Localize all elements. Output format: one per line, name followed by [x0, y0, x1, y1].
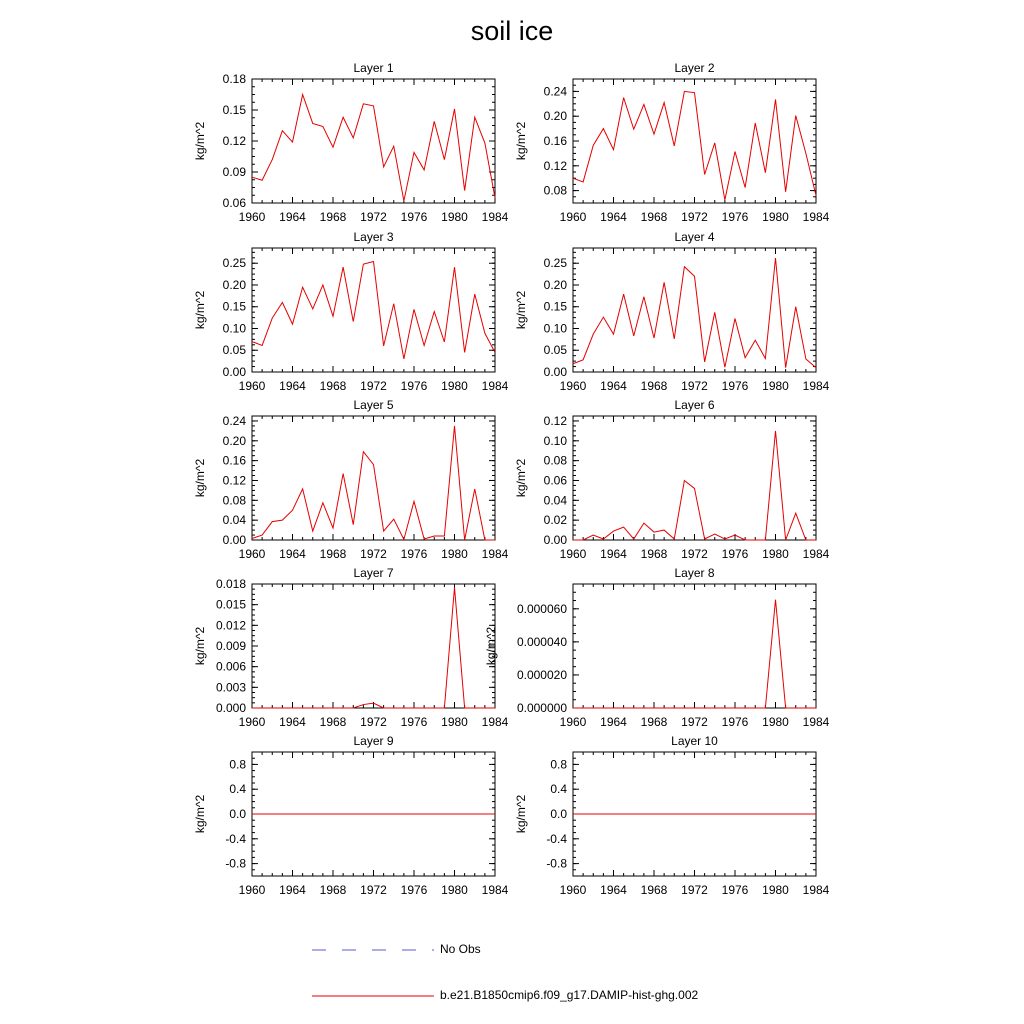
- y-tick-label: 0.16: [543, 134, 567, 148]
- y-tick-label: -0.4: [546, 831, 567, 846]
- y-tick-label: 0.15: [543, 299, 567, 314]
- panel-title: Layer 7: [353, 566, 394, 580]
- x-tick-label: 1980: [441, 547, 468, 561]
- y-axis-label: kg/m^2: [514, 794, 528, 834]
- figure-title: soil ice: [470, 16, 554, 46]
- x-tick-label: 1964: [279, 379, 306, 393]
- y-tick-label: 0.000020: [516, 667, 567, 682]
- y-axis-label: kg/m^2: [193, 458, 207, 498]
- y-tick-label: 0.02: [543, 513, 567, 528]
- x-tick-label: 1984: [481, 883, 509, 897]
- x-tick-label: 1960: [559, 715, 587, 729]
- x-tick-label: 1960: [559, 883, 587, 897]
- x-tick-label: 1960: [238, 715, 266, 729]
- y-tick-label: 0.0: [229, 807, 246, 821]
- x-tick-label: 1964: [279, 883, 306, 897]
- x-tick-label: 1972: [681, 883, 708, 897]
- y-tick-label: 0.12: [543, 158, 567, 173]
- y-tick-label: 0.16: [222, 453, 246, 468]
- legend-label-no-obs: No Obs: [440, 942, 481, 956]
- x-tick-label: 1964: [600, 715, 627, 729]
- y-tick-label: 0.24: [222, 413, 246, 428]
- y-tick-label: 0.06: [222, 196, 246, 210]
- x-tick-label: 1976: [721, 715, 749, 729]
- x-tick-label: 1964: [600, 883, 627, 897]
- panel-title: Layer 8: [674, 566, 715, 580]
- x-tick-label: 1984: [481, 210, 509, 224]
- y-tick-label: 0.003: [215, 680, 246, 695]
- x-tick-label: 1976: [400, 883, 428, 897]
- x-tick-label: 1976: [400, 715, 428, 729]
- x-tick-label: 1968: [319, 883, 347, 897]
- x-tick-label: 1980: [762, 210, 789, 224]
- legend-entry-model-run: [0, 986, 1024, 1006]
- x-tick-label: 1980: [762, 379, 789, 393]
- legend-entry-no-obs: [0, 940, 1024, 960]
- x-tick-label: 1960: [559, 210, 587, 224]
- y-tick-label: 0.012: [215, 618, 246, 633]
- y-tick-label: 0.00: [222, 533, 246, 547]
- x-tick-label: 1968: [640, 883, 668, 897]
- x-tick-label: 1984: [802, 883, 830, 897]
- y-tick-label: 0.15: [222, 103, 246, 117]
- x-tick-label: 1972: [360, 379, 387, 393]
- x-tick-label: 1968: [640, 547, 668, 561]
- y-tick-label: -0.8: [225, 856, 246, 871]
- x-tick-label: 1968: [640, 715, 668, 729]
- x-tick-label: 1968: [319, 715, 347, 729]
- y-tick-label: 0.000060: [516, 601, 567, 616]
- y-tick-label: 0.06: [543, 473, 567, 488]
- y-tick-label: 0.20: [543, 277, 567, 292]
- panel-title: Layer 2: [674, 61, 715, 75]
- panel-title: Layer 9: [353, 734, 394, 748]
- y-tick-label: 0.04: [222, 513, 246, 528]
- x-tick-label: 1984: [481, 715, 509, 729]
- y-tick-label: 0.006: [215, 659, 246, 674]
- x-tick-label: 1984: [802, 715, 830, 729]
- legend-label-model-run: b.e21.B1850cmip6.f09_g17.DAMIP-hist-ghg.002: [440, 988, 699, 1002]
- y-tick-label: 0.10: [543, 321, 567, 336]
- legend-swatch-dashed: [0, 940, 1024, 960]
- x-tick-label: 1984: [481, 379, 509, 393]
- y-axis-label: kg/m^2: [193, 626, 207, 666]
- y-axis-label: kg/m^2: [484, 626, 498, 666]
- y-tick-label: 0.4: [229, 782, 246, 797]
- x-tick-label: 1972: [681, 547, 708, 561]
- x-tick-label: 1984: [481, 547, 509, 561]
- x-tick-label: 1960: [559, 379, 587, 393]
- y-tick-label: 0.10: [543, 433, 567, 448]
- y-tick-label: 0.05: [222, 343, 246, 358]
- x-tick-label: 1964: [279, 547, 306, 561]
- x-tick-label: 1972: [360, 715, 387, 729]
- y-tick-label: 0.009: [215, 639, 246, 653]
- x-tick-label: 1964: [279, 715, 306, 729]
- panel-title: Layer 4: [674, 230, 715, 244]
- y-tick-label: 0.00: [543, 365, 567, 379]
- y-tick-label: 0.25: [222, 256, 246, 271]
- y-tick-label: 0.00: [222, 365, 246, 379]
- x-tick-label: 1980: [762, 883, 789, 897]
- y-axis-label: kg/m^2: [193, 794, 207, 834]
- x-tick-label: 1968: [640, 379, 668, 393]
- x-tick-label: 1972: [360, 547, 387, 561]
- x-tick-label: 1976: [721, 210, 749, 224]
- y-tick-label: 0.08: [222, 493, 246, 508]
- y-tick-label: 0.09: [222, 165, 246, 179]
- y-tick-label: 0.15: [222, 299, 246, 314]
- x-tick-label: 1980: [762, 547, 789, 561]
- x-tick-label: 1976: [400, 547, 428, 561]
- panel-title: Layer 3: [353, 230, 394, 244]
- y-tick-label: 0.12: [222, 473, 246, 488]
- y-tick-label: 0.08: [543, 183, 567, 198]
- x-tick-label: 1976: [721, 883, 749, 897]
- y-tick-label: 0.08: [543, 453, 567, 468]
- x-tick-label: 1960: [238, 883, 266, 897]
- y-tick-label: 0.000040: [516, 634, 567, 649]
- x-tick-label: 1964: [279, 210, 306, 224]
- y-tick-label: 0.00: [543, 533, 567, 547]
- y-axis-label: kg/m^2: [193, 290, 207, 330]
- y-axis-label: kg/m^2: [514, 121, 528, 161]
- y-tick-label: 0.000: [215, 701, 246, 715]
- panel-title: Layer 5: [353, 398, 394, 412]
- y-tick-label: -0.4: [225, 831, 246, 846]
- y-tick-label: 0.018: [215, 577, 246, 591]
- x-tick-label: 1972: [360, 210, 387, 224]
- y-tick-label: 0.18: [222, 72, 246, 86]
- panel-title: Layer 1: [353, 61, 394, 75]
- x-tick-label: 1964: [600, 210, 627, 224]
- x-tick-label: 1984: [802, 379, 830, 393]
- y-tick-label: 0.20: [222, 277, 246, 292]
- x-tick-label: 1976: [400, 210, 428, 224]
- x-tick-label: 1972: [681, 379, 708, 393]
- y-tick-label: 0.05: [543, 343, 567, 358]
- y-tick-label: 0.8: [550, 757, 567, 772]
- y-tick-label: 0.015: [215, 597, 246, 612]
- x-tick-label: 1968: [319, 547, 347, 561]
- x-tick-label: 1976: [721, 547, 749, 561]
- x-tick-label: 1980: [441, 210, 468, 224]
- x-tick-label: 1972: [681, 715, 708, 729]
- y-tick-label: 0.12: [543, 413, 567, 428]
- x-tick-label: 1980: [441, 379, 468, 393]
- x-tick-label: 1984: [802, 547, 830, 561]
- x-tick-label: 1972: [360, 883, 387, 897]
- x-tick-label: 1964: [600, 379, 627, 393]
- x-tick-label: 1960: [238, 210, 266, 224]
- y-tick-label: 0.12: [222, 134, 246, 148]
- y-axis-label: kg/m^2: [514, 458, 528, 498]
- x-tick-label: 1984: [802, 210, 830, 224]
- y-axis-label: kg/m^2: [514, 290, 528, 330]
- x-tick-label: 1960: [559, 547, 587, 561]
- panel-title: Layer 10: [671, 734, 718, 748]
- x-tick-label: 1980: [441, 883, 468, 897]
- x-tick-label: 1964: [600, 547, 627, 561]
- y-tick-label: -0.8: [546, 856, 567, 871]
- x-tick-label: 1968: [640, 210, 668, 224]
- y-tick-label: 0.25: [543, 256, 567, 271]
- y-tick-label: 0.20: [543, 109, 567, 124]
- y-axis-label: kg/m^2: [193, 121, 207, 161]
- x-tick-label: 1972: [681, 210, 708, 224]
- panel-title: Layer 6: [674, 398, 715, 412]
- x-tick-label: 1976: [721, 379, 749, 393]
- x-tick-label: 1980: [441, 715, 468, 729]
- x-tick-label: 1968: [319, 210, 347, 224]
- y-tick-label: 0.04: [543, 493, 567, 508]
- x-tick-label: 1960: [238, 379, 266, 393]
- y-tick-label: 0.4: [550, 782, 567, 797]
- y-tick-label: 0.8: [229, 757, 246, 772]
- y-tick-label: 0.000000: [516, 701, 567, 715]
- x-tick-label: 1968: [319, 379, 347, 393]
- y-tick-label: 0.24: [543, 84, 567, 99]
- x-tick-label: 1960: [238, 547, 266, 561]
- y-tick-label: 0.20: [222, 433, 246, 448]
- x-tick-label: 1976: [400, 379, 428, 393]
- y-tick-label: 0.10: [222, 321, 246, 336]
- y-tick-label: 0.0: [550, 807, 567, 821]
- x-tick-label: 1980: [762, 715, 789, 729]
